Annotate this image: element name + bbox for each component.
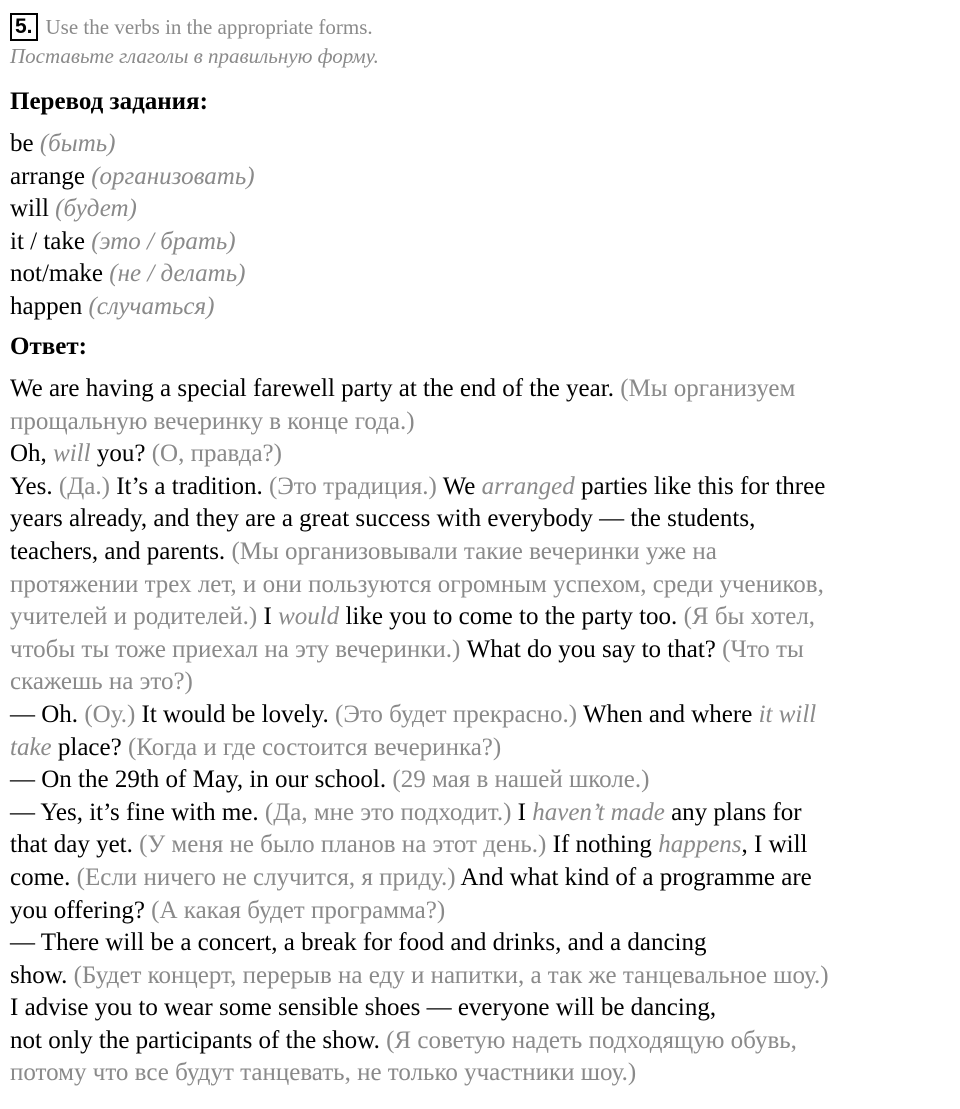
vocab-en: will [10, 195, 49, 222]
russian-translation: (А какая будет программа?) [151, 896, 446, 924]
russian-translation: чтобы ты тоже приехал на эту вечеринки.) [10, 635, 461, 663]
russian-translation: (Да, мне это подходит.) [264, 798, 512, 826]
english-text: I advise you to wear some sensible shoes — everyone will be dancing, [10, 994, 717, 1022]
english-text: — On the 29th of May, in our school. [10, 766, 393, 794]
vocab-en: arrange [10, 162, 85, 190]
task-header [10, 12, 950, 42]
answer-line [10, 895, 955, 928]
verb-answer: will [53, 440, 91, 468]
russian-translation: (Мы организовывали такие вечеринки уже на [231, 537, 717, 565]
vocab-ru: (случаться) [88, 292, 215, 320]
vocab-ru: (организовать) [91, 162, 255, 190]
answer-line [10, 927, 955, 960]
answer-line [10, 634, 955, 667]
verb-answer: would [278, 603, 340, 631]
vocab-item [10, 161, 950, 194]
verb-answer: it will [758, 700, 817, 728]
translation-heading: Перевод задания: [10, 88, 208, 115]
russian-translation: (Мы организуем [620, 375, 796, 402]
vocab-en: happen [10, 292, 83, 320]
answer-line [10, 601, 955, 634]
english-text: We are having a special farewell party at the end of the year. [10, 375, 621, 402]
russian-translation: прощальную вечеринку в конце года.) [10, 407, 415, 435]
english-text: come. [10, 863, 77, 891]
russian-translation: скажешь на это?) [10, 668, 193, 696]
russian-translation: (Что ты [722, 635, 804, 663]
russian-translation: (О, правда?) [151, 440, 282, 468]
english-text: When and where [577, 700, 759, 728]
english-text: not only the participants of the show. [10, 1026, 387, 1054]
english-text: And what kind of a programme are [455, 863, 812, 891]
russian-translation: (Оу.) [84, 700, 136, 728]
answer-line [10, 536, 955, 569]
task-instruction-en: Use the verbs in the appropriate forms. [45, 14, 373, 39]
answer-line [10, 471, 955, 504]
verb-answer: arranged [481, 472, 575, 500]
verb-answer: happens [658, 831, 742, 859]
english-text: like you to come to the party too. [339, 603, 684, 631]
answer-line [10, 406, 955, 439]
russian-translation: (Я советую надеть подходящую обувь, [386, 1026, 797, 1054]
answer-line [10, 797, 955, 830]
english-text: that day yet. [10, 831, 140, 859]
english-text: If nothing [546, 831, 659, 859]
english-text: place? [51, 733, 128, 761]
answer-line [10, 438, 955, 471]
english-text: Yes. [10, 472, 59, 500]
english-text: It would be lovely. [135, 700, 335, 728]
vocab-item [10, 291, 950, 324]
verb-answer: take [10, 733, 52, 761]
answer-line [10, 373, 955, 406]
answer-line [10, 992, 955, 1025]
english-text: What do you say to that? [460, 635, 723, 663]
vocab-en: be [10, 130, 34, 157]
english-text: — Oh. [10, 700, 85, 728]
russian-translation: (Я бы хотел, [683, 603, 816, 631]
answer-line [10, 960, 955, 993]
english-text: teachers, and parents. [10, 537, 232, 565]
english-text: I [257, 603, 279, 631]
answer-line [10, 732, 955, 765]
vocab-ru: (не / делать) [109, 260, 246, 287]
english-text: I [511, 798, 533, 826]
answer-line [10, 569, 955, 602]
russian-translation: (Будет концерт, перерыв на еду и напитки, а так же танцевальное шоу.) [73, 961, 829, 989]
answer-line [10, 764, 955, 797]
answer-line [10, 666, 955, 699]
english-text: any plans for [664, 798, 802, 826]
vocab-ru: (быть) [39, 130, 116, 157]
russian-translation: (Это традиция.) [268, 472, 437, 500]
russian-translation: (Если ничего не случится, я приду.) [76, 863, 456, 891]
vocab-en: not/make [10, 260, 104, 287]
english-text: Oh, [10, 440, 54, 468]
answer-line [10, 1057, 955, 1090]
english-text: show. [10, 961, 74, 989]
answer-heading: Ответ: [10, 333, 87, 360]
english-text: parties like this for three [574, 472, 826, 500]
english-text: We [436, 472, 482, 500]
task-number-box: 5. [10, 13, 38, 41]
russian-translation: учителей и родителей.) [10, 603, 258, 631]
task-instruction-ru: Поставьте глаголы в правильную форму. [10, 44, 379, 68]
english-text: you offering? [10, 896, 152, 924]
english-text: — There will be a concert, a break for food and drinks, and a dancing [10, 929, 707, 957]
verb-answer: haven’t made [532, 798, 665, 826]
english-text: you? [90, 440, 152, 468]
vocab-ru: (будет) [55, 195, 137, 222]
russian-translation: (Это будет прекрасно.) [335, 700, 578, 728]
russian-translation: потому что все будут танцевать, не только участники шоу.) [10, 1059, 637, 1087]
vocab-ru: (это / брать) [91, 227, 236, 255]
answer-text [10, 373, 955, 1090]
answer-line [10, 1025, 955, 1058]
english-text: It’s a tradition. [109, 472, 269, 500]
english-text: — Yes, it’s fine with me. [10, 798, 265, 826]
russian-translation: протяжении трех лет, и они пользуются огромным успехом, среди учеников, [10, 570, 824, 598]
vocab-list [10, 128, 950, 323]
vocab-item [10, 128, 950, 161]
vocab-item [10, 226, 950, 259]
answer-line [10, 829, 955, 862]
english-text: years already, and they are a great success with everybody — the students, [10, 505, 756, 533]
english-text: , I will [741, 831, 808, 859]
answer-line [10, 699, 955, 732]
russian-translation: (Когда и где состоится вечеринка?) [127, 733, 502, 761]
answer-line [10, 503, 955, 536]
vocab-en: it / take [10, 227, 85, 255]
russian-translation: (29 мая в нашей школе.) [392, 766, 650, 794]
vocab-item [10, 193, 950, 226]
answer-line [10, 862, 955, 895]
russian-translation: (Да.) [58, 472, 110, 500]
vocab-item [10, 258, 950, 291]
russian-translation: (У меня не было планов на этот день.) [139, 831, 547, 859]
